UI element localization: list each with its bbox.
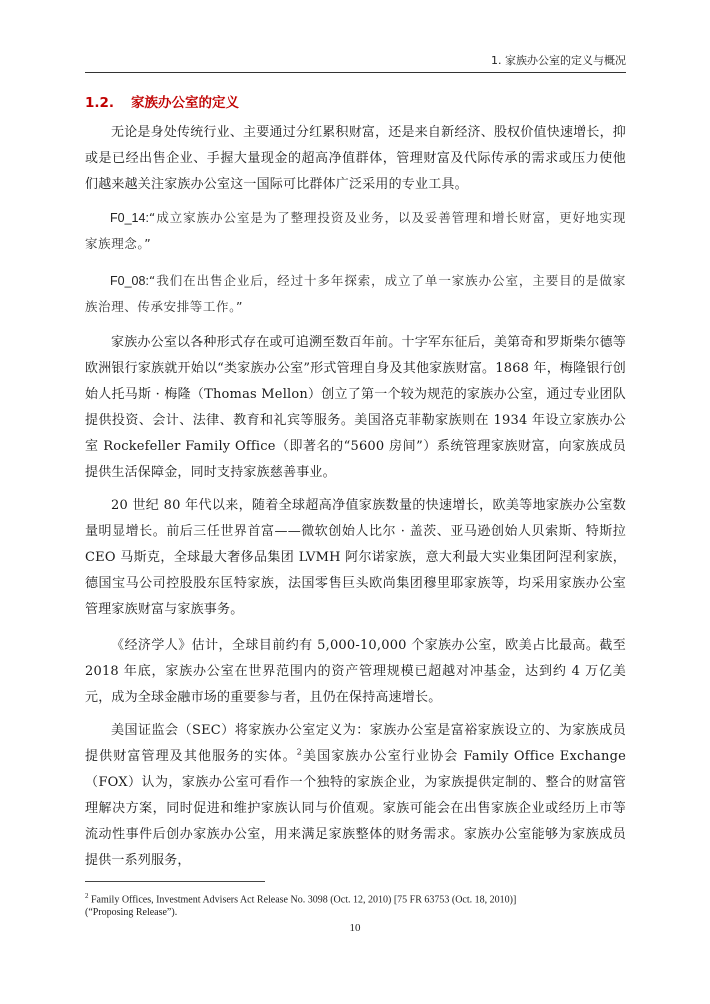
definition-text-fox: 美国家族办公室行业协会 Family Office Exchange（FOX）认为，家族办公室可看作一个独特的家族企业，为家族提供定制的、整合的财富管理解决方案，同时促进和维护家族认同与价值观。家族可能会在出售家族企业或经历上市等流动性事件后创办家族办公室，用来满足家族整体的财务需求。家族办公室能够为家族成员提供一系列服务， (85, 749, 626, 868)
quote-id: F0_14: (110, 211, 149, 225)
interview-quote-f0-08 (85, 268, 626, 319)
section-heading (85, 91, 626, 111)
paragraph-economist: 《经济学人》估计，全球目前约有 5,000-10,000 个家族办公室，欧美占比最高。截至 2018 年底，家族办公室在世界范围内的资产管理规模已超越对冲基金，达到约 4 万亿美元，成为全球金融市场的重要参与者，且仍在保持高速增长。 (85, 638, 626, 705)
page-number: 10 (349, 922, 361, 934)
section-title: 家族办公室的定义 (131, 95, 239, 111)
section-number: 1.2. (85, 95, 115, 111)
footnote-reference[interactable]: 2 (296, 747, 303, 757)
quote-id: F0_08: (110, 274, 149, 288)
quote-text: “成立家族办公室是为了整理投资及业务，以及妥善管理和增长财富，更好地实现家族理念。” (85, 210, 626, 251)
paragraph-definition (85, 718, 626, 874)
footnote-marker: 2 (85, 892, 89, 900)
footnote-line-1: Family Offices, Investment Advisers Act Release No. 3098 (Oct. 12, 2010) [75 FR 63753 (Oct. 18, 2010)] (91, 894, 517, 906)
definition-text-sec: 美国证监会（SEC）将家族办公室定义为：家族办公室是富裕家族设立的、为家族成员提供财富管理及其他服务的实体。 (85, 723, 626, 764)
footnote (85, 890, 626, 919)
paragraph-history: 家族办公室以各种形式存在或可追溯至数百年前。十字军东征后，美第奇和罗斯柴尔德等欧洲银行家族就开始以“类家族办公室”形式管理自身及其他家族财富。1868 年，梅隆银行创始人托马斯 · 梅隆（Thomas Mellon）创立了第一个较为规范的家族办公室，通过专业团队提供投资、会计、法律、教育和礼宾等服务。美国洛克菲勒家族则在 1934 年设立家族办公室 Rockefeller Family Office（即著名的“5600 房间”）系统管理家族财富，向家族成员提供生活保障金，同时支持家族慈善事业。 (85, 335, 626, 480)
paragraph-intro: 无论是身处传统行业、主要通过分红累积财富，还是来自新经济、股权价值快速增长，抑或是已经出售企业、手握大量现金的超高净值群体，管理财富及代际传承的需求或压力使他们越来越关注家族办公室这一国际可比群体广泛采用的专业工具。 (85, 125, 626, 192)
footnote-line-2: (“Proposing Release”). (85, 907, 178, 919)
footnote-divider (85, 881, 265, 882)
paragraph-growth: 20 世纪 80 年代以来，随着全球超高净值家族数量的快速增长，欧美等地家族办公室数量明显增长。前后三任世界首富——微软创始人比尔 · 盖茨、亚马逊创始人贝索斯、特斯拉 CEO 马斯克，全球最大奢侈品集团 LVMH 阿尔诺家族，意大利最大实业集团阿涅利家族，德国宝马公司控股股东匡特家族，法国零售巨头欧尚集团穆里耶家族等，均采用家族办公室管理家族财富与家族事务。 (85, 498, 626, 617)
quote-text: “我们在出售企业后，经过十多年探索，成立了单一家族办公室，主要目的是做家族治理、传承安排等工作。” (85, 273, 626, 314)
running-header: 1. 家族办公室的定义与概况 (85, 52, 626, 73)
interview-quote-f0-14 (85, 205, 626, 256)
